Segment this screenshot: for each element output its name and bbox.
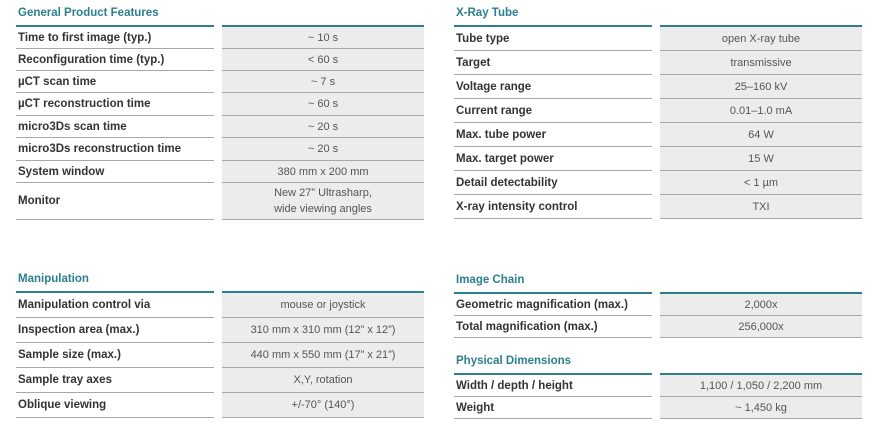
row-label: Voltage range bbox=[454, 75, 652, 99]
row-label: Target bbox=[454, 51, 652, 75]
table-row bbox=[16, 138, 424, 161]
table-row bbox=[454, 51, 864, 75]
row-value: 64 W bbox=[660, 123, 862, 147]
row-value: ~ 7 s bbox=[222, 71, 424, 93]
row-label: Geometric magnification (max.) bbox=[454, 294, 652, 316]
row-value: 15 W bbox=[660, 147, 862, 171]
row-value: < 1 µm bbox=[660, 171, 862, 195]
row-value: 256,000x bbox=[660, 316, 862, 338]
row-label: Sample tray axes bbox=[16, 368, 214, 393]
row-value: 2,000x bbox=[660, 294, 862, 316]
row-value: 1,100 / 1,050 / 2,200 mm bbox=[660, 375, 862, 397]
section-title: Manipulation bbox=[18, 273, 89, 285]
table-row bbox=[454, 99, 864, 123]
row-value: open X-ray tube bbox=[660, 27, 862, 51]
table-row bbox=[16, 393, 424, 418]
row-value: X,Y, rotation bbox=[222, 368, 424, 393]
row-label: Max. target power bbox=[454, 147, 652, 171]
row-value bbox=[222, 183, 424, 220]
row-label: µCT reconstruction time bbox=[16, 93, 214, 116]
row-value-line: New 27” Ultrasharp, bbox=[274, 187, 372, 199]
general-features-table bbox=[16, 6, 424, 220]
row-label: Monitor bbox=[16, 183, 214, 220]
row-label: Width / depth / height bbox=[454, 375, 652, 397]
table-row bbox=[454, 195, 864, 219]
row-value: +/-70° (140°) bbox=[222, 393, 424, 418]
manipulation-table bbox=[16, 272, 424, 418]
table-row bbox=[454, 171, 864, 195]
section-title: Image Chain bbox=[456, 274, 525, 286]
section-title: X-Ray Tube bbox=[456, 7, 519, 19]
table-row bbox=[454, 123, 864, 147]
row-label: Tube type bbox=[454, 27, 652, 51]
row-value: 440 mm x 550 mm (17” x 21”) bbox=[222, 343, 424, 368]
row-label: System window bbox=[16, 161, 214, 183]
table-row bbox=[16, 71, 424, 93]
row-label: Weight bbox=[454, 397, 652, 419]
row-value: ~ 20 s bbox=[222, 138, 424, 161]
row-value: 310 mm x 310 mm (12” x 12”) bbox=[222, 318, 424, 343]
row-label: micro3Ds scan time bbox=[16, 116, 214, 138]
row-value: ~ 10 s bbox=[222, 27, 424, 49]
row-label: Current range bbox=[454, 99, 652, 123]
row-label: Oblique viewing bbox=[16, 393, 214, 418]
table-row bbox=[16, 368, 424, 393]
row-label: Reconfiguration time (typ.) bbox=[16, 49, 214, 71]
table-row bbox=[454, 75, 864, 99]
row-value: 380 mm x 200 mm bbox=[222, 161, 424, 183]
row-value: ~ 20 s bbox=[222, 116, 424, 138]
row-label: Total magnification (max.) bbox=[454, 316, 652, 338]
row-label: Detail detectability bbox=[454, 171, 652, 195]
table-row bbox=[16, 183, 424, 220]
row-label: Sample size (max.) bbox=[16, 343, 214, 368]
table-row bbox=[454, 316, 864, 338]
section-title: General Product Features bbox=[18, 7, 159, 19]
row-label: Manipulation control via bbox=[16, 293, 214, 318]
image-chain-table bbox=[454, 273, 864, 338]
xray-tube-table bbox=[454, 6, 864, 219]
table-row bbox=[16, 161, 424, 183]
table-row bbox=[16, 318, 424, 343]
table-row bbox=[454, 27, 864, 51]
table-row bbox=[454, 397, 864, 419]
row-value: 0.01–1.0 mA bbox=[660, 99, 862, 123]
section-title: Physical Dimensions bbox=[456, 355, 572, 367]
table-row bbox=[454, 147, 864, 171]
row-value: mouse or joystick bbox=[222, 293, 424, 318]
row-label: µCT scan time bbox=[16, 71, 214, 93]
row-label: micro3Ds reconstruction time bbox=[16, 138, 214, 161]
row-value-line: wide viewing angles bbox=[274, 203, 372, 215]
table-row bbox=[454, 375, 864, 397]
table-row bbox=[16, 116, 424, 138]
row-value: 25–160 kV bbox=[660, 75, 862, 99]
row-value: ~ 60 s bbox=[222, 93, 424, 116]
row-label: Inspection area (max.) bbox=[16, 318, 214, 343]
row-label: X-ray intensity control bbox=[454, 195, 652, 219]
row-label: Time to first image (typ.) bbox=[16, 27, 214, 49]
table-row bbox=[16, 27, 424, 49]
table-row bbox=[16, 93, 424, 116]
physical-dimensions-table bbox=[454, 354, 864, 419]
row-value: ~ 1,450 kg bbox=[660, 397, 862, 419]
row-value: TXI bbox=[660, 195, 862, 219]
table-row bbox=[16, 293, 424, 318]
table-row bbox=[16, 49, 424, 71]
table-row bbox=[16, 343, 424, 368]
row-value: transmissive bbox=[660, 51, 862, 75]
row-value: < 60 s bbox=[222, 49, 424, 71]
table-row bbox=[454, 294, 864, 316]
row-label: Max. tube power bbox=[454, 123, 652, 147]
